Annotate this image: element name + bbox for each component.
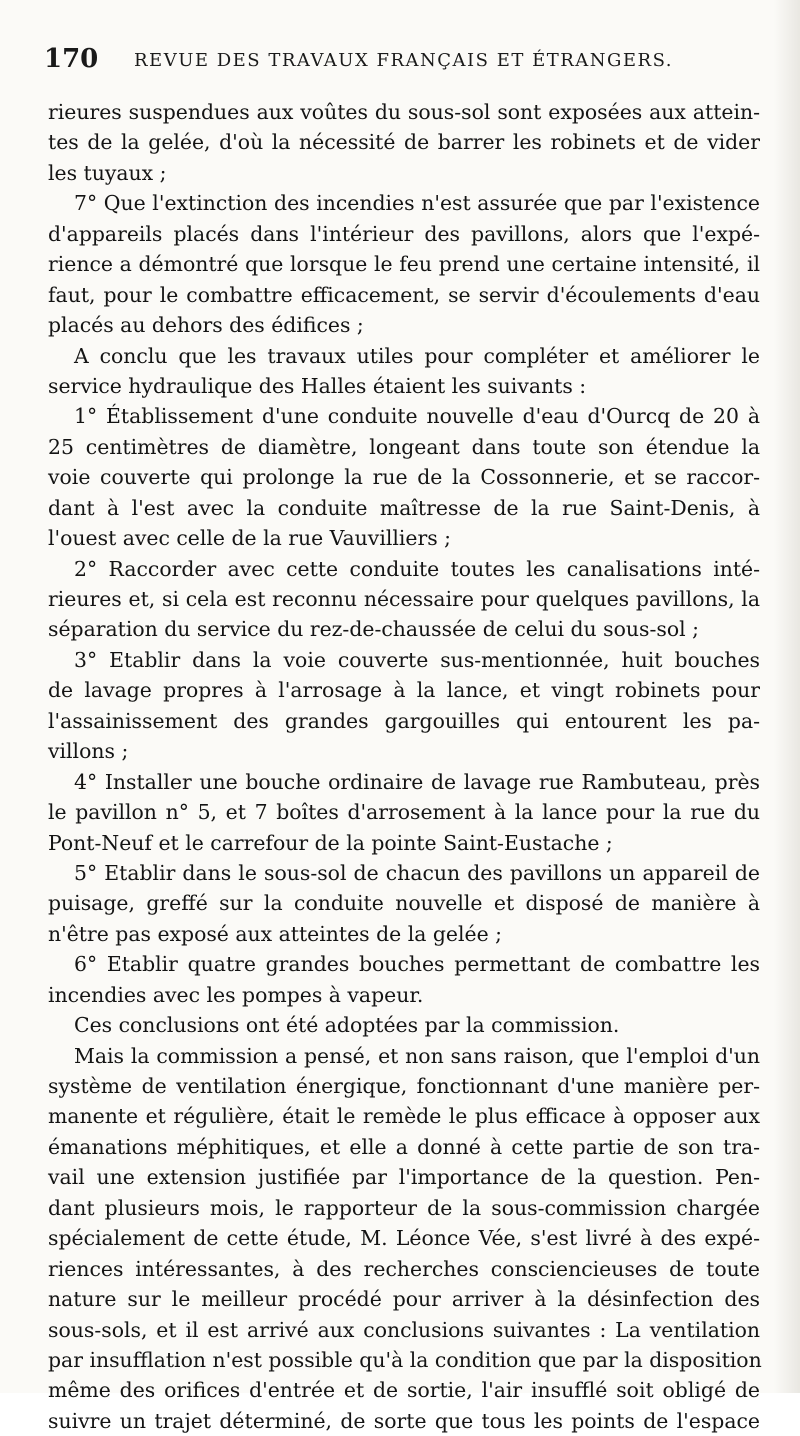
- text-line: Mais la commission a pensé, et non sans raison, que l'emploi d'un: [74, 1043, 760, 1068]
- text-line: de lavage propres à l'arrosage à la lance, et vingt robinets pour: [48, 678, 760, 703]
- text-line: 2° Raccorder avec cette conduite toutes les canalisations inté-: [74, 556, 760, 581]
- text-line: nature sur le meilleur procédé pour arriver à la désinfection des: [48, 1287, 760, 1312]
- text-line: dant à l'est avec la conduite maîtresse de la rue Saint-Denis, à: [48, 495, 760, 520]
- page-edge-shadow: [774, 0, 800, 1393]
- text-line: 6° Etablir quatre grandes bouches permettant de combattre les: [74, 952, 760, 977]
- body-text: [48, 97, 760, 1436]
- text-line: système de ventilation énergique, fonctionnant d'une manière per-: [48, 1074, 760, 1098]
- text-line: 4° Installer une bouche ordinaire de lavage rue Rambuteau, près: [74, 769, 760, 794]
- text-line: n'être pas exposé aux atteintes de la gelée ;: [48, 921, 502, 946]
- text-line: tes de la gelée, d'où la nécessité de barrer les robinets et de vider: [48, 130, 760, 155]
- text-line: incendies avec les pompes à vapeur.: [48, 982, 424, 1007]
- page-number: 170: [44, 44, 99, 74]
- text-line: 1° Établissement d'une conduite nouvelle d'eau d'Ourcq de 20 à: [74, 404, 760, 429]
- text-line: rieures suspendues aux voûtes du sous-sol sont exposées aux attein-: [48, 100, 760, 124]
- text-line: manente et régulière, était le remède le plus efficace à opposer aux: [48, 1104, 760, 1129]
- text-line: service hydraulique des Halles étaient les suivants :: [48, 373, 587, 398]
- text-line: Pont-Neuf et le carrefour de la pointe Saint-Eustache ;: [48, 830, 613, 855]
- text-line: 5° Etablir dans le sous-sol de chacun des pavillons un appareil de: [74, 860, 760, 885]
- running-title: REVUE DES TRAVAUX FRANÇAIS ET ÉTRANGERS.: [134, 50, 674, 71]
- text-line: puisage, greffé sur la conduite nouvelle et disposé de manière à: [48, 891, 760, 916]
- text-line: rieures et, si cela est reconnu nécessaire pour quelques pavillons, la: [48, 587, 760, 611]
- text-line: spécialement de cette étude, M. Léonce Vée, s'est livré à des expé-: [48, 1226, 760, 1251]
- text-line: villons ;: [48, 739, 129, 764]
- text-line: l'ouest avec celle de la rue Vauvilliers ;: [48, 526, 452, 551]
- text-line: Ces conclusions ont été adoptées par la commission.: [74, 1013, 620, 1038]
- text-line: riences intéressantes, à des recherches consciencieuses de toute: [48, 1256, 760, 1281]
- page-header: [44, 44, 754, 80]
- text-line: voie couverte qui prolonge la rue de la Cossonnerie, et se raccor-: [48, 465, 760, 490]
- text-line: le pavillon n° 5, et 7 boîtes d'arrosement à la lance pour la rue du: [48, 800, 760, 825]
- text-line: 7° Que l'extinction des incendies n'est assurée que par l'existence: [74, 191, 760, 216]
- text-line: vail une extension justifiée par l'importance de la question. Pen-: [48, 1165, 760, 1190]
- text-line: émanations méphitiques, et elle a donné à cette partie de son tra-: [48, 1134, 760, 1159]
- text-line: d'appareils placés dans l'intérieur des pavillons, alors que l'expé-: [48, 221, 760, 246]
- text-line: par insufflation n'est possible qu'à la condition que par la disposition: [48, 1347, 762, 1372]
- text-line: séparation du service du rez-de-chaussée de celui du sous-sol ;: [48, 617, 699, 642]
- text-line: A conclu que les travaux utiles pour compléter et améliorer le: [74, 343, 760, 368]
- text-line: 3° Etablir dans la voie couverte sus-mentionnée, huit bouches: [74, 647, 760, 672]
- text-line: faut, pour le combattre efficacement, se servir d'écoulements d'eau: [48, 282, 760, 307]
- text-line: suivre un trajet déterminé, de sorte que tous les points de l'espace: [48, 1408, 760, 1433]
- text-line: même des orifices d'entrée et de sortie, l'air insufflé soit obligé de: [48, 1378, 760, 1403]
- text-line: rience a démontré que lorsque le feu prend une certaine intensité, il: [48, 252, 760, 277]
- text-line: sous-sols, et il est arrivé aux conclusions suivantes : La ventilation: [48, 1317, 760, 1342]
- text-line: dant plusieurs mois, le rapporteur de la sous-commission chargée: [48, 1195, 760, 1220]
- text-line: l'assainissement des grandes gargouilles qui entourent les pa-: [48, 708, 760, 733]
- text-line: les tuyaux ;: [48, 160, 167, 185]
- text-line: 25 centimètres de diamètre, longeant dans toute son étendue la: [48, 434, 760, 459]
- text-line: placés au dehors des édifices ;: [48, 313, 364, 338]
